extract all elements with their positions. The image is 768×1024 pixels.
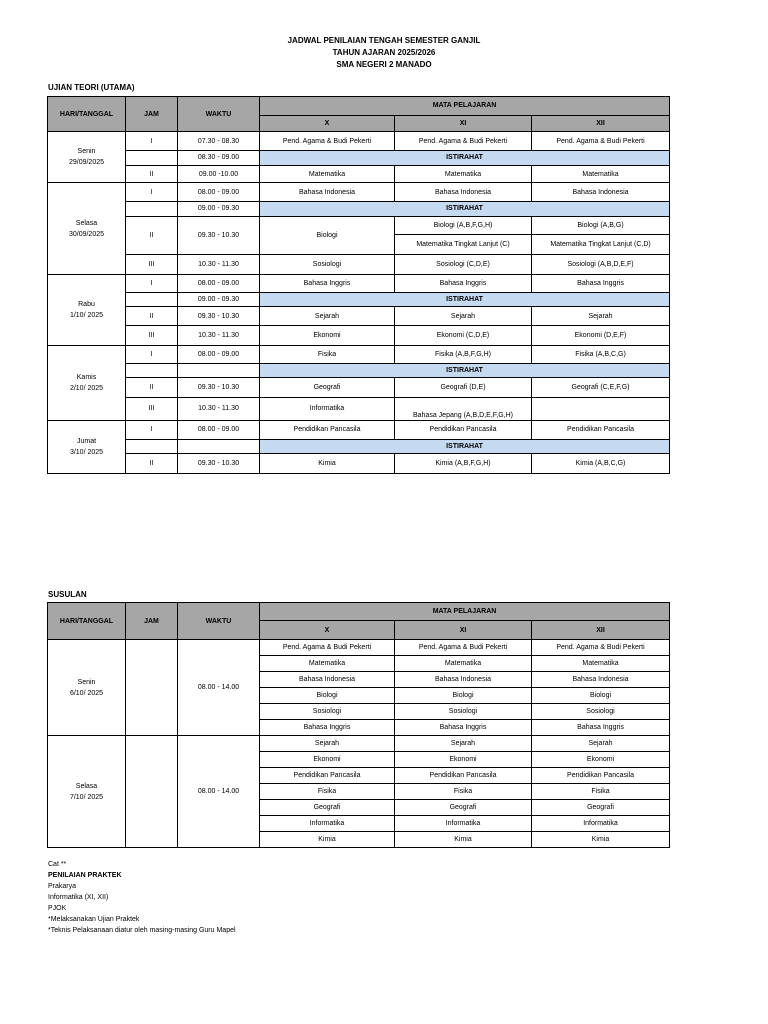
subject-xi: Informatika — [395, 816, 532, 832]
jam-cell: I — [126, 183, 178, 202]
subject-xi: Bahasa Jepang (A,B,D,E,F,G,H) — [395, 397, 532, 420]
subject-x: Sejarah — [260, 307, 395, 326]
notes-line: PJOK — [48, 905, 67, 912]
table-row — [48, 420, 670, 439]
table-row — [48, 640, 670, 656]
table-row — [48, 736, 670, 752]
jam-cell: I — [126, 345, 178, 363]
waktu-cell: 08.00 - 14.00 — [178, 640, 260, 736]
subject-x: Biologi — [260, 688, 395, 704]
header-mata-pelajaran: MATA PELAJARAN — [260, 97, 670, 116]
subject-xi: Geografi (D,E) — [395, 378, 532, 398]
waktu-cell: 08.00 - 09.00 — [178, 183, 260, 202]
istirahat-band: ISTIRAHAT — [260, 439, 670, 454]
subject-x: Pendidikan Pancasila — [260, 768, 395, 784]
subject-xii: Ekonomi (D,E,F) — [532, 326, 670, 346]
waktu-cell: 10.30 - 11.30 — [178, 326, 260, 346]
subject-xii: Bahasa Inggris — [532, 720, 670, 736]
subject-xii: Pend. Agama & Budi Pekerti — [532, 640, 670, 656]
jam-cell: III — [126, 255, 178, 275]
day-name: Kamis — [76, 373, 97, 381]
header-class-xii: XII — [532, 115, 670, 132]
table-row — [48, 165, 670, 183]
notes-line: *Teknis Pelaksanaan diatur oleh masing-masing Guru Mapel — [48, 927, 236, 934]
subject-x: Sejarah — [260, 736, 395, 752]
notes-block — [48, 859, 236, 936]
waktu-cell: 10.30 - 11.30 — [178, 255, 260, 275]
subject-xii: Kimia — [532, 832, 670, 848]
section-label-susulan: SUSULAN — [48, 590, 87, 599]
subject-xi: Matematika — [395, 165, 532, 183]
header-mata-pelajaran: MATA PELAJARAN — [260, 603, 670, 621]
jam-cell — [126, 736, 178, 848]
subject-xii: Biologi — [532, 688, 670, 704]
subject-xi: Sejarah — [395, 307, 532, 326]
subject-xi: Pend. Agama & Budi Pekerti — [395, 640, 532, 656]
subject-xi: Fisika (A,B,F,G,H) — [395, 345, 532, 363]
section-label-utama: UJIAN TEORI (UTAMA) — [48, 83, 135, 92]
day-cell — [48, 640, 126, 736]
subject-x: Geografi — [260, 378, 395, 398]
subject-x: Matematika — [260, 165, 395, 183]
jam-cell — [126, 202, 178, 217]
istirahat-band: ISTIRAHAT — [260, 363, 670, 378]
jam-cell: II — [126, 165, 178, 183]
subject-x: Informatika — [260, 816, 395, 832]
jam-cell: I — [126, 275, 178, 293]
subject-xi: Ekonomi — [395, 752, 532, 768]
subject-xii: Matematika — [532, 656, 670, 672]
subject-x: Sosiologi — [260, 255, 395, 275]
subject-xii — [532, 397, 670, 420]
waktu-cell: 08.00 - 14.00 — [178, 736, 260, 848]
header-class-x: X — [260, 621, 395, 640]
day-cell — [48, 275, 126, 346]
table-row — [48, 216, 670, 235]
waktu-cell — [178, 439, 260, 454]
subject-xi: Kimia — [395, 832, 532, 848]
header-jam: JAM — [126, 97, 178, 132]
subject-xii: Pend. Agama & Budi Pekerti — [532, 132, 670, 151]
subject-xii: Geografi — [532, 800, 670, 816]
day-date: 30/09/2025 — [68, 230, 105, 238]
table-row — [48, 307, 670, 326]
istirahat-band: ISTIRAHAT — [260, 292, 670, 307]
subject-x: Pend. Agama & Budi Pekerti — [260, 132, 395, 151]
subject-xi: Matematika Tingkat Lanjut (C) — [395, 235, 532, 255]
subject-xi: Geografi — [395, 800, 532, 816]
waktu-cell: 08.00 - 09.00 — [178, 345, 260, 363]
header-class-x: X — [260, 115, 395, 132]
subject-xi: Kimia (A,B,F,G,H) — [395, 454, 532, 474]
waktu-cell: 09.30 - 10.30 — [178, 307, 260, 326]
jam-cell: II — [126, 454, 178, 474]
day-name: Jumat — [76, 437, 97, 445]
table-row — [48, 275, 670, 293]
day-cell — [48, 345, 126, 420]
subject-xii: Sosiologi (A,B,D,E,F) — [532, 255, 670, 275]
jam-cell — [126, 640, 178, 736]
notes-cat: Cat ** — [48, 861, 67, 868]
subject-xii: Biologi (A,B,G) — [532, 216, 670, 235]
subject-xii: Bahasa Indonesia — [532, 672, 670, 688]
table-row — [48, 439, 670, 454]
day-name: Senin — [77, 148, 96, 156]
subject-xi: Fisika — [395, 784, 532, 800]
subject-xi: Matematika — [395, 656, 532, 672]
waktu-cell: 08.00 - 09.00 — [178, 275, 260, 293]
jam-cell — [126, 151, 178, 166]
header-jam: JAM — [126, 603, 178, 640]
table-row — [48, 292, 670, 307]
subject-xii: Informatika — [532, 816, 670, 832]
title-line-1: JADWAL PENILAIAN TENGAH SEMESTER GANJIL — [287, 36, 481, 45]
waktu-cell — [178, 363, 260, 378]
day-date: 7/10/ 2025 — [69, 793, 104, 801]
subject-xi: Bahasa Indonesia — [395, 672, 532, 688]
day-cell — [48, 736, 126, 848]
table-row — [48, 202, 670, 217]
subject-x: Pendidikan Pancasila — [260, 420, 395, 439]
subject-xii: Kimia (A,B,C,G) — [532, 454, 670, 474]
header-class-xi: XI — [395, 621, 532, 640]
day-name: Selasa — [75, 782, 98, 790]
table-row — [48, 326, 670, 346]
subject-x: Fisika — [260, 345, 395, 363]
day-date: 6/10/ 2025 — [69, 689, 104, 697]
subject-x: Kimia — [260, 454, 395, 474]
day-name: Selasa — [75, 219, 98, 227]
table-row — [48, 132, 670, 151]
waktu-cell: 09.00 - 09.30 — [178, 292, 260, 307]
day-name: Senin — [77, 678, 96, 686]
istirahat-band: ISTIRAHAT — [260, 202, 670, 217]
document-title — [0, 35, 768, 71]
subject-x: Bahasa Indonesia — [260, 183, 395, 202]
subject-x: Geografi — [260, 800, 395, 816]
subject-xi: Sosiologi (C,D,E) — [395, 255, 532, 275]
subject-x: Fisika — [260, 784, 395, 800]
header-class-xi: XI — [395, 115, 532, 132]
day-date: 3/10/ 2025 — [69, 448, 104, 456]
exam-schedule-table — [47, 96, 670, 474]
subject-xii: Bahasa Indonesia — [532, 183, 670, 202]
table-row — [48, 151, 670, 166]
jam-cell: II — [126, 378, 178, 398]
subject-xii: Fisika — [532, 784, 670, 800]
jam-cell: III — [126, 397, 178, 420]
subject-xi: Pendidikan Pancasila — [395, 420, 532, 439]
jam-cell — [126, 363, 178, 378]
header-hari-tanggal: HARI/TANGGAL — [48, 97, 126, 132]
subject-x: Biologi — [260, 216, 395, 255]
susulan-schedule-table — [47, 602, 670, 848]
title-line-3: SMA NEGERI 2 MANADO — [336, 60, 432, 69]
waktu-cell: 08.00 - 09.00 — [178, 420, 260, 439]
waktu-cell: 09.00 - 09.30 — [178, 202, 260, 217]
day-cell — [48, 132, 126, 183]
subject-xi: Sejarah — [395, 736, 532, 752]
subject-xi: Bahasa Inggris — [395, 275, 532, 293]
jam-cell: II — [126, 216, 178, 255]
header-waktu: WAKTU — [178, 603, 260, 640]
day-name: Rabu — [78, 300, 95, 308]
subject-xii: Pendidikan Pancasila — [532, 420, 670, 439]
day-date: 1/10/ 2025 — [69, 311, 104, 319]
waktu-cell: 10.30 - 11.30 — [178, 397, 260, 420]
table-row — [48, 363, 670, 378]
day-date: 29/09/2025 — [68, 159, 105, 167]
waktu-cell: 09.30 - 10.30 — [178, 378, 260, 398]
istirahat-band: ISTIRAHAT — [260, 151, 670, 166]
subject-x: Matematika — [260, 656, 395, 672]
waktu-cell: 09.30 - 10.30 — [178, 454, 260, 474]
notes-line: Informatika (XI, XII) — [48, 894, 109, 901]
waktu-cell: 07.30 - 08.30 — [178, 132, 260, 151]
jam-cell — [126, 439, 178, 454]
subject-x: Bahasa Inggris — [260, 275, 395, 293]
table-row — [48, 397, 670, 420]
subject-xi: Biologi — [395, 688, 532, 704]
table-row — [48, 183, 670, 202]
subject-xi: Bahasa Inggris — [395, 720, 532, 736]
waktu-cell: 09.00 -10.00 — [178, 165, 260, 183]
subject-xi: Pendidikan Pancasila — [395, 768, 532, 784]
subject-xii: Matematika — [532, 165, 670, 183]
subject-xi: Biologi (A,B,F,G,H) — [395, 216, 532, 235]
subject-xii: Sosiologi — [532, 704, 670, 720]
jam-cell — [126, 292, 178, 307]
notes-line: *Melaksanakan Ujian Praktek — [48, 916, 140, 923]
notes-heading: PENILAIAN PRAKTEK — [48, 872, 122, 879]
subject-xii: Ekonomi — [532, 752, 670, 768]
subject-xii: Bahasa Inggris — [532, 275, 670, 293]
subject-xi: Sosiologi — [395, 704, 532, 720]
jam-cell: II — [126, 307, 178, 326]
day-date: 2/10/ 2025 — [69, 384, 104, 392]
subject-x: Ekonomi — [260, 752, 395, 768]
title-line-2: TAHUN AJARAN 2025/2026 — [332, 48, 436, 57]
notes-line: Prakarya — [48, 883, 77, 890]
subject-xii: Sejarah — [532, 307, 670, 326]
subject-xii: Geografi (C,E,F,G) — [532, 378, 670, 398]
header-waktu: WAKTU — [178, 97, 260, 132]
day-cell — [48, 420, 126, 473]
jam-cell: I — [126, 420, 178, 439]
subject-x: Informatika — [260, 397, 395, 420]
subject-x: Bahasa Indonesia — [260, 672, 395, 688]
subject-x: Bahasa Inggris — [260, 720, 395, 736]
subject-xii: Sejarah — [532, 736, 670, 752]
subject-xi: Bahasa Indonesia — [395, 183, 532, 202]
subject-x: Ekonomi — [260, 326, 395, 346]
subject-x: Kimia — [260, 832, 395, 848]
table-row — [48, 378, 670, 398]
jam-cell: I — [126, 132, 178, 151]
table-row — [48, 255, 670, 275]
header-class-xii: XII — [532, 621, 670, 640]
subject-xii: Fisika (A,B,C,G) — [532, 345, 670, 363]
table-row — [48, 345, 670, 363]
subject-xii: Pendidikan Pancasila — [532, 768, 670, 784]
table-row — [48, 454, 670, 474]
subject-xi: Ekonomi (C,D,E) — [395, 326, 532, 346]
subject-xii: Matematika Tingkat Lanjut (C,D) — [532, 235, 670, 255]
subject-xi: Pend. Agama & Budi Pekerti — [395, 132, 532, 151]
day-cell — [48, 183, 126, 275]
waktu-cell: 08.30 - 09.00 — [178, 151, 260, 166]
subject-x: Pend. Agama & Budi Pekerti — [260, 640, 395, 656]
subject-x: Sosiologi — [260, 704, 395, 720]
waktu-cell: 09.30 - 10.30 — [178, 216, 260, 255]
jam-cell: III — [126, 326, 178, 346]
header-hari-tanggal: HARI/TANGGAL — [48, 603, 126, 640]
